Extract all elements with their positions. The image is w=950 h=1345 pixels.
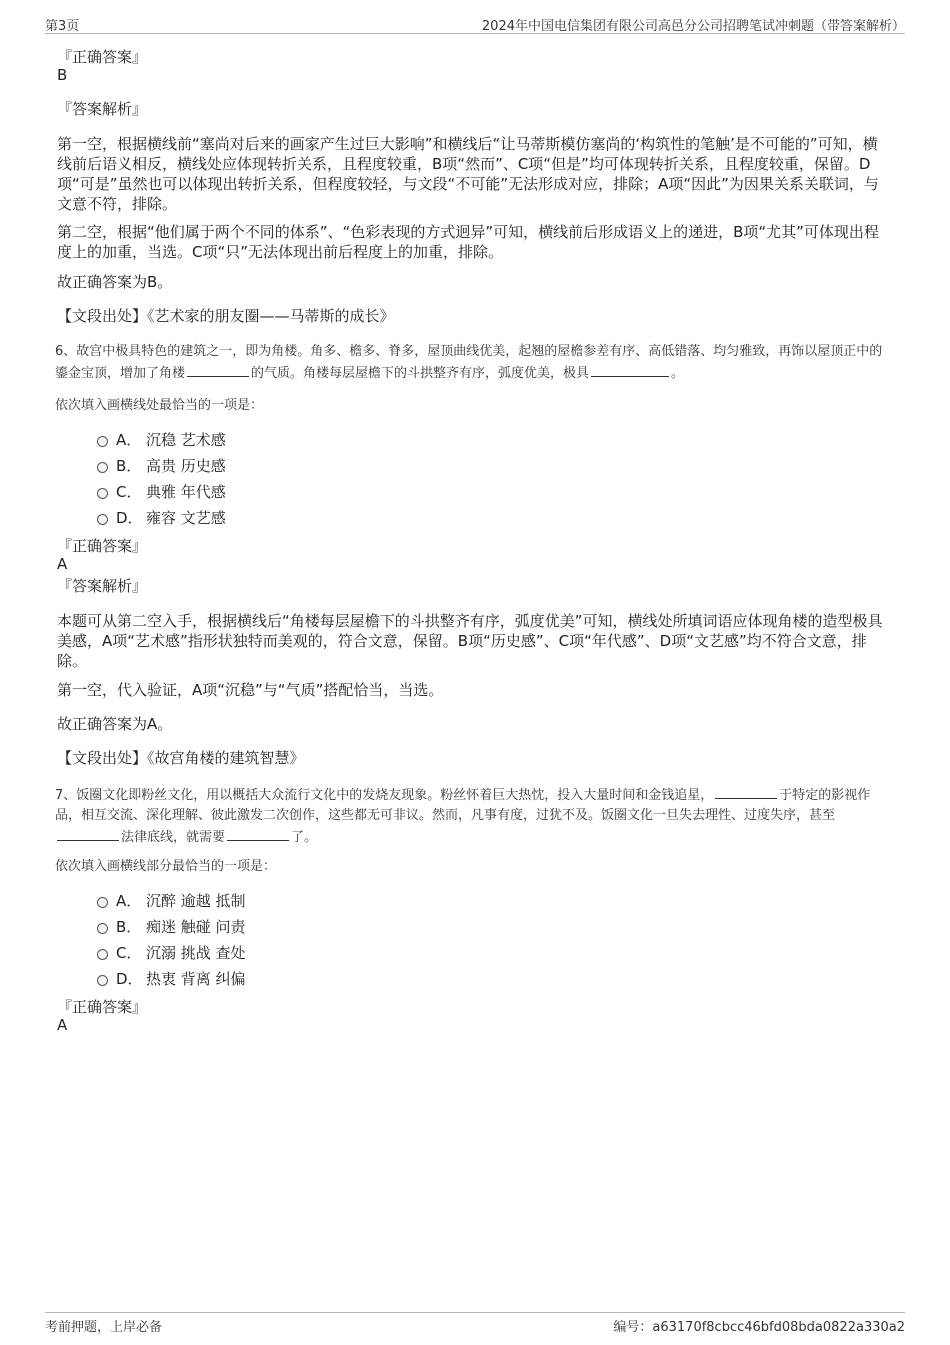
q7-option-c[interactable] — [97, 943, 246, 963]
q7-text-part: 了。 — [291, 830, 318, 845]
option-letter: D． — [116, 970, 143, 988]
q6-question-text — [55, 342, 895, 384]
page-footer — [45, 1312, 905, 1335]
q7-blank-2 — [57, 826, 119, 841]
q7-question-text — [55, 784, 895, 848]
q6-prompt: 依次填入画横线处最恰当的一项是： — [55, 398, 264, 413]
q7-option-a[interactable] — [97, 891, 246, 911]
radio-icon[interactable] — [97, 436, 108, 447]
q7-option-d[interactable] — [97, 969, 246, 989]
option-letter: A． — [116, 892, 142, 910]
option-text: 雍容 文艺感 — [146, 509, 226, 527]
radio-icon[interactable] — [97, 923, 108, 934]
option-letter: A． — [116, 431, 142, 449]
radio-icon[interactable] — [97, 462, 108, 473]
option-text: 痴迷 触碰 问责 — [146, 918, 246, 936]
q7-text-part: 于特定的影视作品，相互交流、深化理解、彼此激发二次创作，这些都无可非议。然而，凡事有度，过犹不及。饭圈文化一旦失去理性、过度失序，甚至 — [55, 788, 871, 823]
option-letter: B． — [116, 457, 142, 475]
q6-analysis-para1: 本题可从第二空入手，根据横线后“角楼每层屋檐下的斗拱整齐有序，弧度优美”可知，横线处所填词语应体现角楼的造型极具美感，A项“艺术感”指形状独特而美观的，符合文意，保留。B项“历史感”、C项“年代感”、D项“文艺感”均不符合文意，排除。 — [57, 612, 883, 670]
option-letter: B． — [116, 918, 142, 936]
q7-answer-label: 『正确答案』 — [57, 998, 148, 1016]
q7-text-part: 法律底线，就需要 — [121, 830, 226, 845]
q5-analysis-label: 『答案解析』 — [57, 100, 148, 118]
q7-blank-1 — [715, 784, 777, 799]
q6-analysis-label: 『答案解析』 — [57, 577, 148, 595]
q6-blank-1 — [187, 362, 249, 377]
option-text: 典雅 年代感 — [146, 483, 226, 501]
q6-answer-label: 『正确答案』 — [57, 537, 148, 555]
q6-blank-2 — [591, 362, 669, 377]
q5-source: 【文段出处】《艺术家的朋友圈——马蒂斯的成长》 — [57, 307, 395, 325]
page-header — [45, 13, 905, 34]
radio-icon[interactable] — [97, 949, 108, 960]
q6-option-c[interactable] — [97, 482, 226, 502]
option-letter: C． — [116, 483, 142, 501]
option-text: 沉溺 挑战 查处 — [146, 944, 246, 962]
option-text: 高贵 历史感 — [146, 457, 226, 475]
option-letter: D． — [116, 509, 143, 527]
q7-answer: A — [57, 1016, 68, 1034]
radio-icon[interactable] — [97, 488, 108, 499]
option-text: 沉稳 艺术感 — [146, 431, 226, 449]
option-letter: C． — [116, 944, 142, 962]
q6-option-b[interactable] — [97, 456, 226, 476]
q6-answer: A — [57, 555, 68, 573]
q6-source: 【文段出处】《故宫角楼的建筑智慧》 — [57, 749, 305, 767]
option-text: 沉醉 逾越 抵制 — [146, 892, 246, 910]
q6-option-d[interactable] — [97, 508, 226, 528]
q5-conclusion: 故正确答案为B。 — [57, 273, 173, 291]
q6-analysis-para2: 第一空，代入验证，A项“沉稳”与“气质”搭配恰当，当选。 — [57, 681, 444, 699]
document-id: 编号：a63170f8cbcc46bfd08bda0822a330a2 — [613, 1320, 905, 1335]
q6-text-part: 6、故宫中极具特色的建筑之一，即为角楼。角多、檐多、脊多，屋顶曲线优美，起翘的屋檐参差有序、高低错落、均匀雅致，再饰以屋顶正中的鎏金宝顶，增加了角楼 — [55, 344, 883, 381]
q5-answer-label: 『正确答案』 — [57, 48, 148, 66]
radio-icon[interactable] — [97, 897, 108, 908]
q5-answer: B — [57, 66, 68, 84]
radio-icon[interactable] — [97, 975, 108, 986]
q7-prompt: 依次填入画横线部分最恰当的一项是： — [55, 859, 277, 874]
q5-analysis-para2: 第二空，根据“他们属于两个不同的体系”、“色彩表现的方式迥异”可知，横线前后形成语义上的递进，B项“尤其”可体现出程度上的加重，当选。C项“只”无法体现出前后程度上的加重，排除。 — [57, 223, 879, 261]
q7-blank-3 — [227, 826, 289, 841]
q6-conclusion: 故正确答案为A。 — [57, 715, 173, 733]
q7-option-b[interactable] — [97, 917, 246, 937]
page-number: 第3页 — [45, 19, 80, 34]
q6-text-part: 的气质。角楼每层屋檐下的斗拱整齐有序，弧度优美，极具 — [251, 366, 590, 381]
document-title: 2024年中国电信集团有限公司高邑分公司招聘笔试冲刺题（带答案解析） — [481, 19, 905, 34]
option-text: 热衷 背离 纠偏 — [146, 970, 246, 988]
q7-text-part: 7、饭圈文化即粉丝文化，用以概括大众流行文化中的发烧友现象。粉丝怀着巨大热忱，投入大量时间和金钱追星， — [55, 788, 714, 803]
q5-analysis-para1: 第一空，根据横线前“塞尚对后来的画家产生过巨大影响”和横线后“让马蒂斯模仿塞尚的‘构筑性的笔触’是不可能的”可知，横线前后语义相反，横线处应体现转折关系，且程度较重，B项“然而”、C项“但是”均可体现转折关系，且程度较重，保留。D项“可是”虽然也可以体现出转折关系，但程度较轻，与文段“不可能”无法形成对应，排除；A项“因此”为因果关系关联词，与文意不符，排除。 — [57, 135, 879, 213]
q6-text-part: 。 — [671, 366, 685, 381]
radio-icon[interactable] — [97, 514, 108, 525]
q6-option-a[interactable] — [97, 430, 226, 450]
footer-slogan: 考前押题，上岸必备 — [45, 1320, 163, 1335]
